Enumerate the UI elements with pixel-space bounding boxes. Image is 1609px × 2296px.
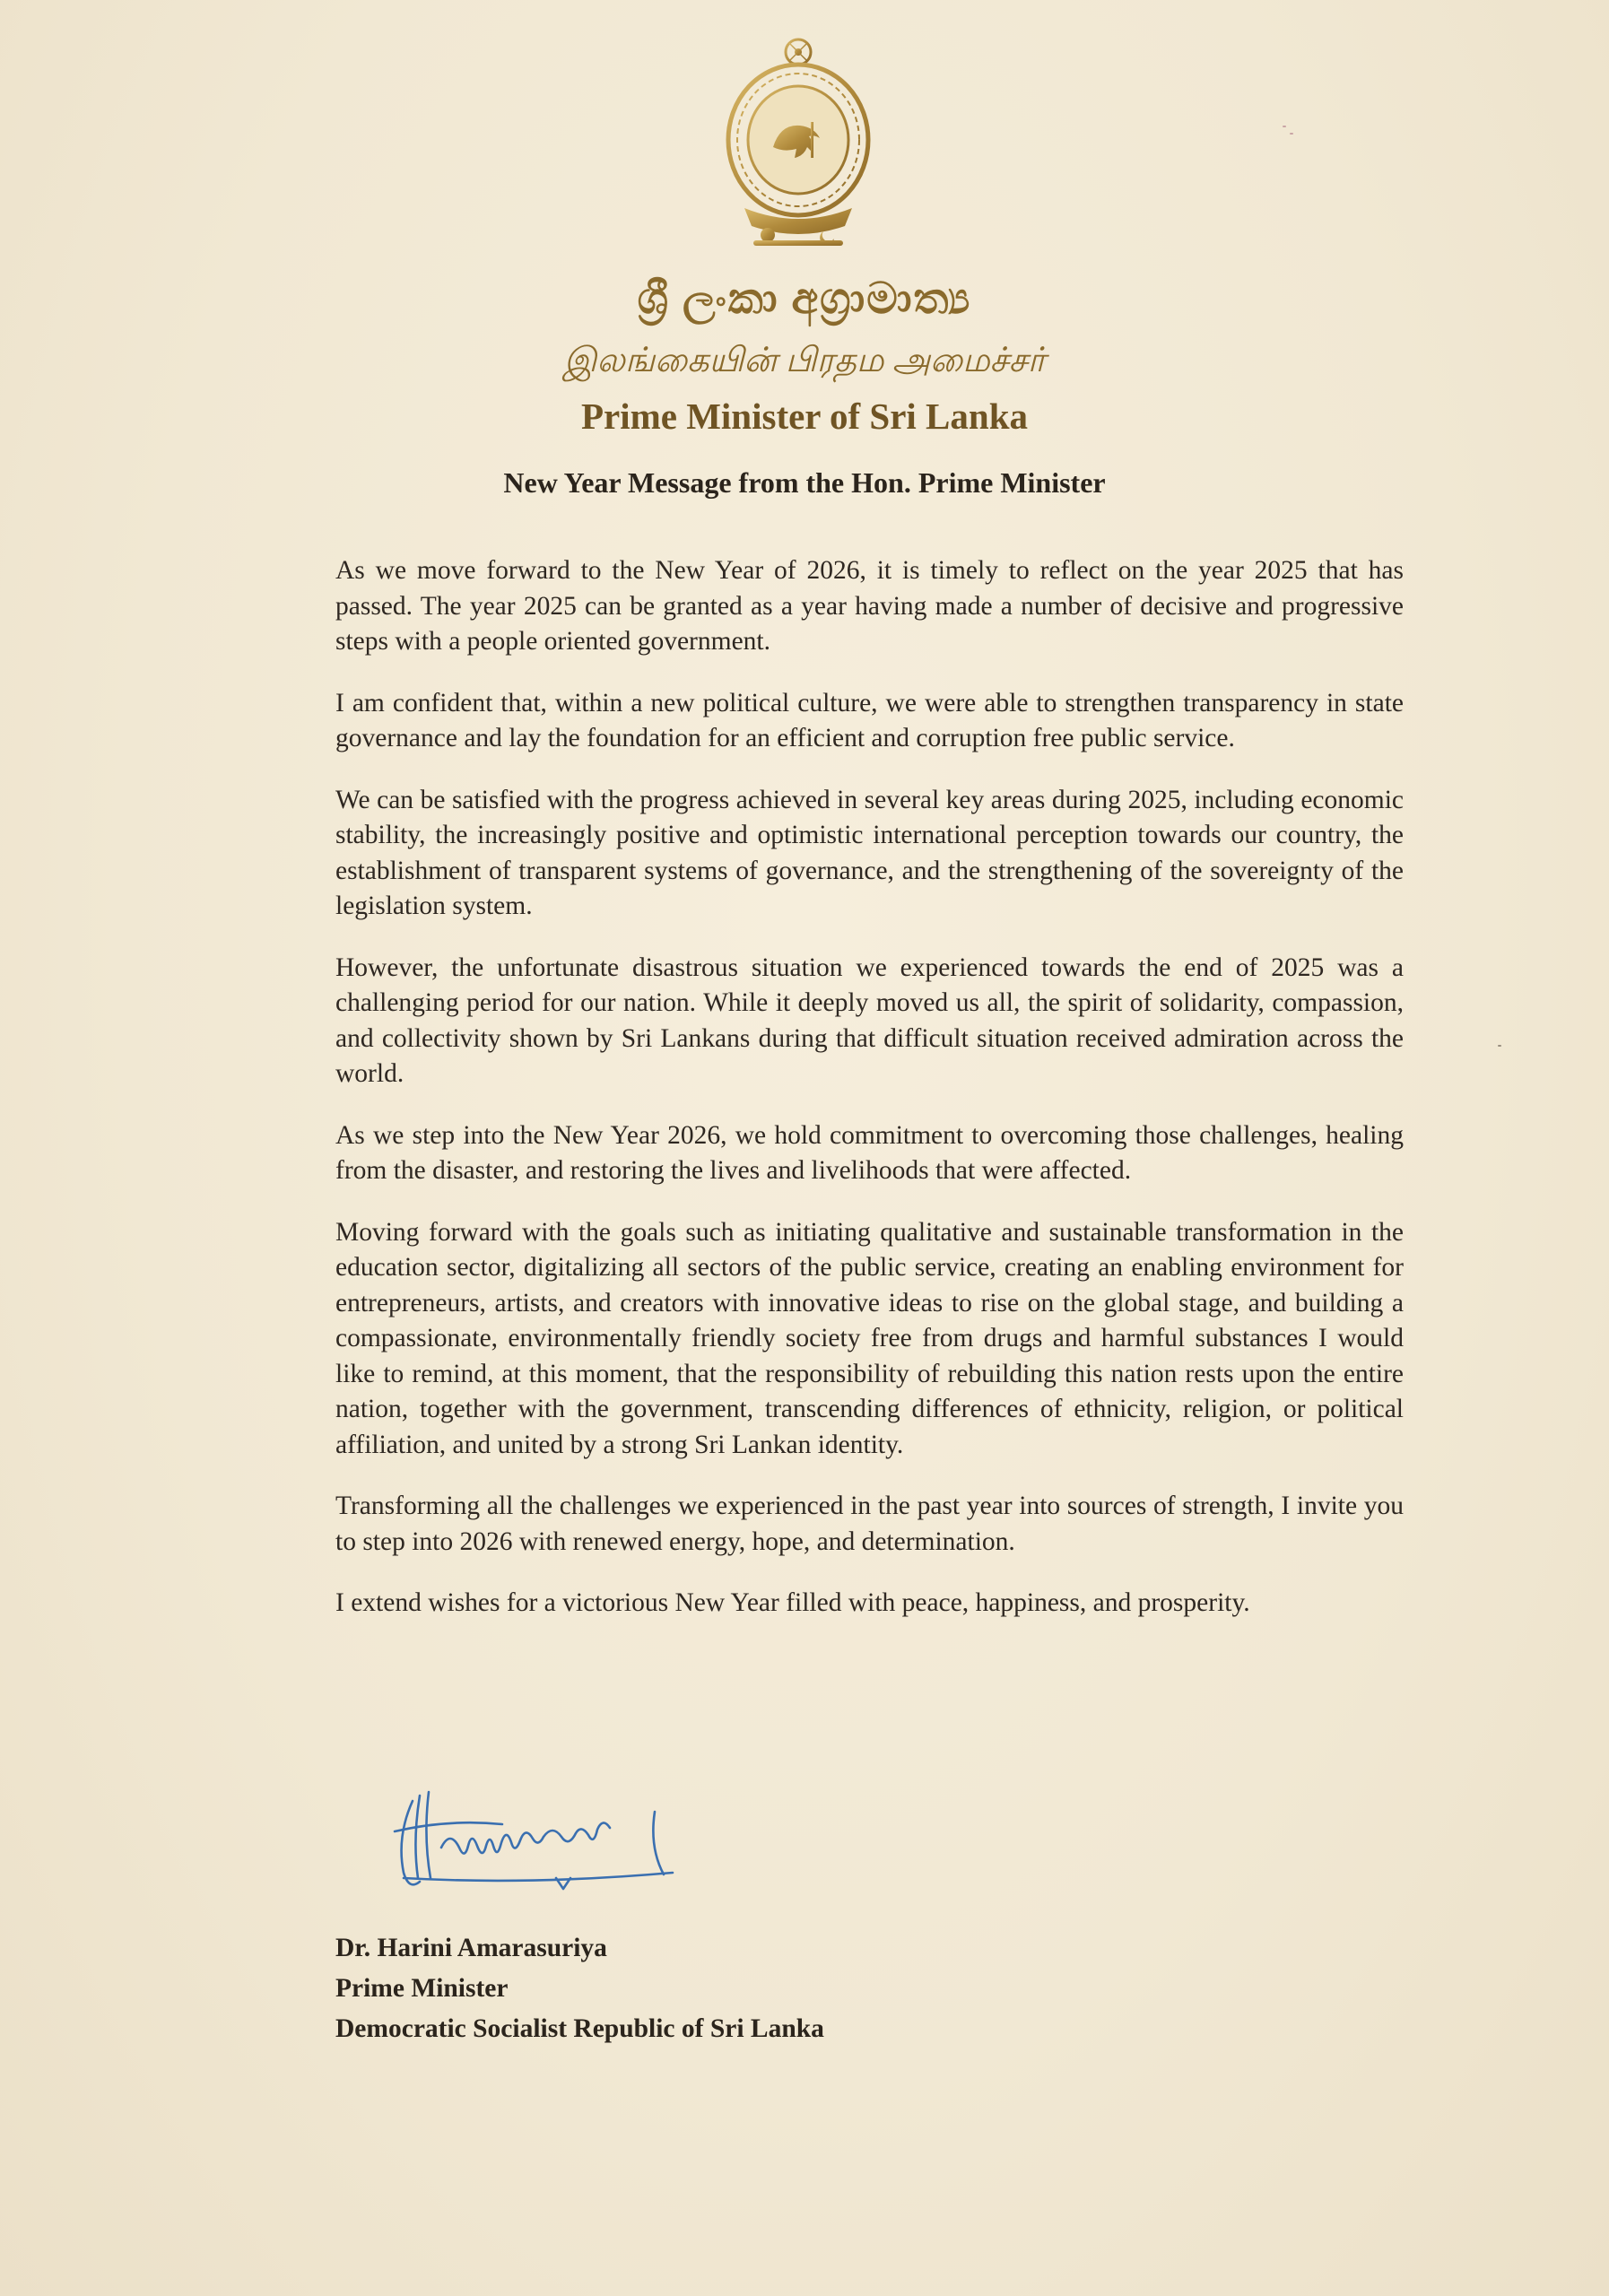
signatory-block: [335, 1928, 824, 2049]
sri-lanka-national-emblem-icon: [718, 32, 879, 248]
paragraph: As we move forward to the New Year of 2026, it is timely to reflect on the year 2025 that has passed. The year 2025 can be granted as a year having made a number of decisive and progressive steps with a people oriented government.: [335, 556, 1404, 656]
paper-speck: [1498, 1045, 1501, 1047]
paragraph: Moving forward with the goals such as initiating qualitative and sustainable transformation in the education sector, digitalizing all sectors of the public service, creating an enabling environment for entrepreneurs, artists, and creators with innovative ideas to rise on the global stage, and building a compassionate, environmentally friendly society free from drugs and harmful substances I would like to remind, at this moment, that the responsibility of rebuilding this nation rests upon the entire nation, together with the government, transcending differences of ethnicity, religion, or political affiliation, and united by a strong Sri Lankan identity.: [335, 1217, 1404, 1459]
paper-speck: [1283, 126, 1286, 127]
message-title: New Year Message from the Hon. Prime Minister: [503, 466, 1106, 499]
paragraph: Transforming all the challenges we experienced in the past year into sources of strength, I invite you to step into 2026 with renewed energy, hope, and determination.: [335, 1492, 1404, 1556]
masthead-tamil: இலங்கையின் பிரதம அமைச்சர்: [563, 342, 1046, 379]
paragraph: We can be satisfied with the progress achieved in several key areas during 2025, including economic stability, the increasingly positive and optimistic international perception towards our country, the establishment of transparent systems of governance, and the strengthening of the sovereignty of the legislation system.: [335, 785, 1404, 920]
paragraph: As we step into the New Year 2026, we hold commitment to overcoming those challenges, healing from the disaster, and restoring the lives and livelihoods that were affected.: [335, 1120, 1404, 1185]
handwritten-signature: [386, 1785, 735, 1910]
paragraph: I extend wishes for a victorious New Year filled with peace, happiness, and prosperity.: [335, 1588, 1250, 1617]
masthead-sinhala: ශ්‍රී ලංකා අග්‍රාමාත්‍ය: [637, 275, 972, 323]
message-body: [335, 553, 1404, 1648]
signatory-title: Prime Minister: [335, 1974, 509, 2003]
masthead-english: Prime Minister of Sri Lanka: [580, 396, 1029, 437]
paragraph: However, the unfortunate disastrous situation we experienced towards the end of 2025 was a challenging period for our nation. While it deeply moved us all, the spirit of solidarity, compassion, and collectivity shown by Sri Lankans during that difficult situation received admiration across the world.: [335, 952, 1404, 1088]
signatory-name: Dr. Harini Amarasuriya: [335, 1934, 607, 1962]
paragraph: I am confident that, within a new political culture, we were able to strengthen transparency in state governance and lay the foundation for an efficient and corruption free public service.: [335, 688, 1404, 752]
signatory-office: Democratic Socialist Republic of Sri Lanka: [335, 2014, 824, 2043]
paper-speck: [1290, 133, 1293, 135]
